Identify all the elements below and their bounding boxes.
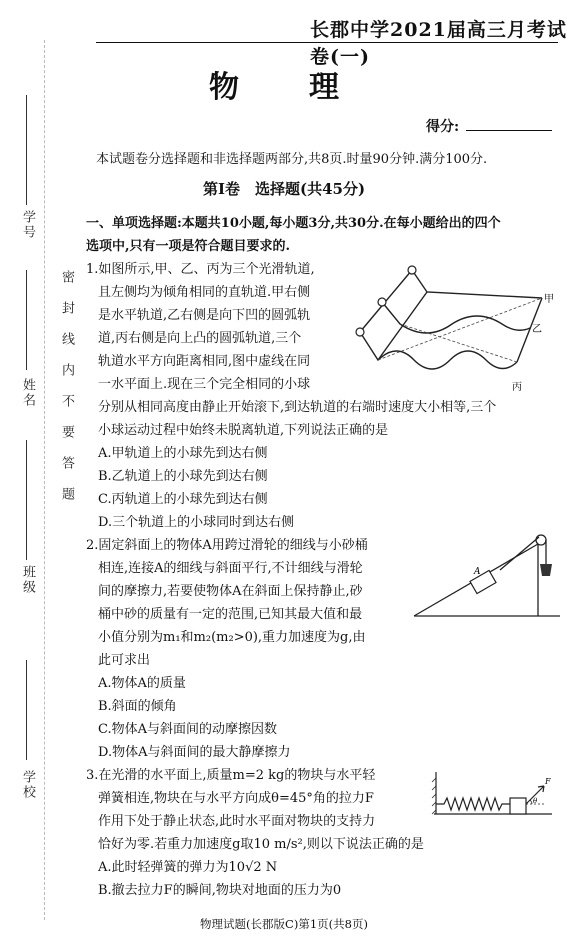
page-title: 物 理 (209, 70, 359, 105)
q1-line: 道,丙右侧是向上凸的圆弧轨道,三个 (98, 331, 302, 346)
q2-option-d[interactable]: D.物体A与斜面间的最大静摩擦力 (98, 745, 291, 760)
q2-incline-figure (412, 530, 562, 620)
header-rule (96, 42, 558, 43)
q2-line: 2.固定斜面上的物体A用跨过滑轮的细线与小砂桶 (86, 538, 368, 553)
q3-line: 3.在光滑的水平面上,质量m=2 kg的物块与水平轻 (86, 768, 376, 783)
q2-line: 此可求出 (98, 653, 151, 668)
q2-option-b[interactable]: B.斜面的倾角 (98, 699, 177, 714)
instructions-line-2: 选项中,只有一项是符合题目要求的. (86, 239, 291, 254)
exam-intro: 本试题卷分选择题和非选择题两部分,共8页.时量90分钟.满分100分. (96, 152, 488, 167)
student-id-label: 学号 (20, 210, 35, 240)
seal-warning: 密封线内不要答题 (59, 270, 74, 518)
track-label-jia: 甲 (544, 294, 554, 305)
score-label: 得分: (426, 119, 460, 135)
page-footer: 物理试题(长郡版C)第1页(共8页) (200, 917, 368, 931)
q2-line: 间的摩擦力,若要使物体A在斜面上保持静止,砂 (98, 584, 363, 599)
q1-option-b[interactable]: B.乙轨道上的小球先到达右侧 (98, 469, 268, 484)
instructions-line-1: 一、单项选择题:本题共10小题,每小题3分,共30分.在每小题给出的四个 (86, 216, 501, 231)
q1-line: 轨道水平方向距离相同,图中虚线在同 (98, 354, 311, 369)
section-title: 第Ⅰ卷 选择题(共45分) (202, 180, 366, 198)
q2-option-c[interactable]: C.物体A与斜面间的动摩擦因数 (98, 722, 278, 737)
exam-header: 长郡中学2021届高三月考试卷(一) (310, 19, 567, 68)
school-label: 学校 (20, 770, 35, 800)
q3-spring-figure (432, 770, 554, 818)
q3-option-a[interactable]: A.此时轻弹簧的弹力为10√2 N (98, 860, 278, 875)
q3-line: 弹簧相连,物块在与水平方向成θ=45°角的拉力F (98, 791, 374, 806)
q2-line: 桶中砂的质量有一定的范围,已知其最大值和最 (98, 607, 363, 622)
theta-label: θ (533, 797, 538, 805)
q2-line: 小值分别为m₁和m₂(m₂>0),重力加速度为g,由 (98, 630, 366, 645)
q1-option-d[interactable]: D.三个轨道上的小球同时到达右侧 (98, 515, 295, 530)
class-label: 班级 (20, 565, 35, 595)
q1-option-a[interactable]: A.甲轨道上的小球先到达右侧 (98, 446, 268, 461)
track-label-bing: 丙 (512, 382, 522, 393)
q1-line: 小球运动过程中始终未脱离轨道,下列说法正确的是 (98, 423, 389, 438)
q2-line: 相连,连接A的细线与斜面平行,不计细线与滑轮 (98, 561, 363, 576)
name-label: 姓名 (20, 378, 35, 408)
q1-tracks-figure (352, 262, 552, 402)
q2-option-a[interactable]: A.物体A的质量 (98, 676, 186, 691)
q1-line: 一水平面上.现在三个完全相同的小球 (98, 377, 311, 392)
q1-line: 是水平轨道,乙右侧是向下凹的圆弧轨 (98, 308, 311, 323)
q1-line: 1.如图所示,甲、乙、丙为三个光滑轨道, (86, 262, 315, 277)
q3-line: 恰好为零.若重力加速度g取10 m/s²,则以下说法正确的是 (98, 837, 424, 852)
name-fill-line (26, 270, 27, 370)
score-field[interactable] (466, 130, 552, 131)
binding-cut-line (44, 40, 45, 920)
force-f-label: F (545, 777, 551, 786)
q1-line: 且左侧均为倾角相同的直轨道.甲右侧 (98, 285, 311, 300)
q1-line: 分别从相同高度由静止开始滚下,到达轨道的右端时速度大小相等,三个 (98, 400, 497, 415)
track-label-yi: 乙 (532, 324, 542, 335)
block-a-label: A (474, 567, 481, 577)
q1-option-c[interactable]: C.丙轨道上的小球先到达右侧 (98, 492, 268, 507)
class-fill-line (26, 440, 27, 560)
school-fill-line (26, 660, 27, 760)
q3-line: 作用下处于静止状态,此时水平面对物块的支持力 (98, 814, 376, 829)
q3-option-b[interactable]: B.撤去拉力F的瞬间,物块对地面的压力为0 (98, 883, 342, 898)
